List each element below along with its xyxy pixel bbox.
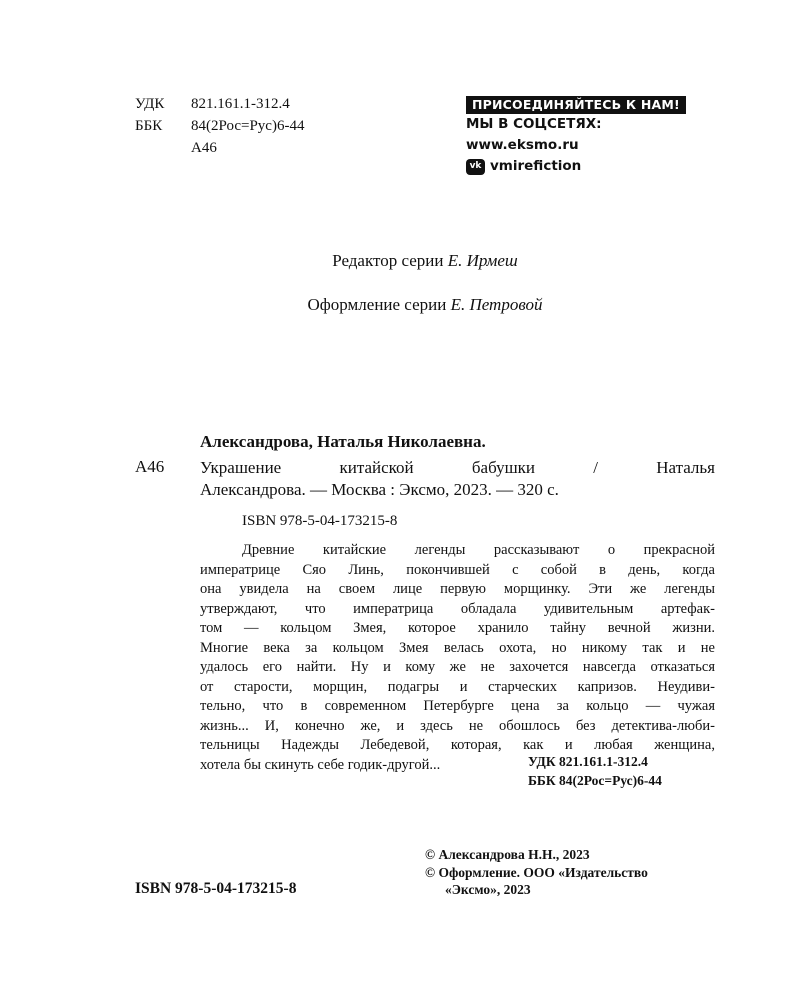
series-editor-credit xyxy=(0,251,800,271)
annotation-line: Многие века за кольцом Змея велась охота, но никому так и не xyxy=(200,639,715,656)
annotation-line: том — кольцом Змея, которое хранило тайну вечной жизни. xyxy=(200,620,715,636)
bbk-classification: ББК 84(2Рос=Рус)6-44 xyxy=(528,773,662,788)
udk-block xyxy=(135,93,304,159)
annotation-line: утверждают, что императрица обладала удивительным артефак- xyxy=(200,600,715,617)
copyright-block xyxy=(425,846,648,899)
design-prefix: Оформление серии xyxy=(307,295,447,314)
annotation-line: она увидела на своем лице первую морщинку. Эти же легенды xyxy=(200,581,715,597)
annotation xyxy=(200,541,715,775)
editor-prefix: Редактор серии xyxy=(332,251,444,270)
title-line: Украшение китайской бабушки / Наталья xyxy=(200,458,715,477)
social-heading: МЫ В СОЦСЕТЯХ: xyxy=(466,116,602,132)
classification-block xyxy=(528,752,662,790)
copyright-publisher: «Эксмо», 2023 xyxy=(445,882,531,897)
editor-name: Е. Ирмеш xyxy=(447,251,518,270)
bbk-value: 84(2Рос=Рус)6-44 xyxy=(191,118,305,134)
author-mark-row xyxy=(135,137,304,159)
isbn-entry: ISBN 978-5-04-173215-8 xyxy=(242,513,398,529)
annotation-line: Древние китайские легенды рассказывают о прекрасной xyxy=(242,542,715,558)
designer-name: Е. Петровой xyxy=(450,295,543,314)
copyright-design: © Оформление. ООО «Издательство xyxy=(425,864,648,880)
annotation-line: от старости, морщин, подагры и старческих капризов. Неудиви- xyxy=(200,678,715,695)
join-us-banner: ПРИСОЕДИНЯЙТЕСЬ К НАМ! xyxy=(466,96,686,114)
vk-icon: vk xyxy=(466,159,485,175)
author-mark-key xyxy=(135,137,191,159)
title-description xyxy=(200,457,715,501)
copyright-author: © Александрова Н.Н., 2023 xyxy=(425,847,590,862)
udk-classification: УДК 821.161.1-312.4 xyxy=(528,754,648,769)
author-mark: А46 xyxy=(135,457,165,476)
udk-value: 821.161.1-312.4 xyxy=(191,96,290,112)
website-link[interactable]: www.eksmo.ru xyxy=(466,137,579,153)
title-line: Александрова. — Москва : Эксмо, 2023. — 320 с. xyxy=(200,480,559,499)
annotation-line: императрице Сяо Линь, покончившей с собой в день, когда xyxy=(200,561,715,578)
annotation-line: удалось его найти. Ну и кому же не захочется навсегда отказаться xyxy=(200,659,715,675)
annotation-line: тельно, что в современном Петербурге цена за кольцо — чужая xyxy=(200,698,715,714)
isbn-footer: ISBN 978-5-04-173215-8 xyxy=(135,880,297,897)
bbk-row xyxy=(135,115,304,137)
annotation-line: тельницы Надежды Лебедевой, которая, как и любая женщина, xyxy=(200,737,715,753)
udk-row xyxy=(135,93,304,115)
author-heading: Александрова, Наталья Николаевна. xyxy=(200,432,486,451)
annotation-line: жизнь... И, конечно же, и здесь не обошлось без детектива-люби- xyxy=(200,717,715,734)
social-block xyxy=(466,94,686,177)
series-design-credit xyxy=(0,295,800,315)
vk-link[interactable] xyxy=(466,156,686,177)
udk-key: УДК xyxy=(135,96,165,112)
bbk-key: ББК xyxy=(135,118,163,134)
vk-label: vmirefiction xyxy=(490,158,582,174)
annotation-line: хотела бы скинуть себе годик-другой... xyxy=(200,756,441,773)
author-mark-value: А46 xyxy=(191,140,217,156)
